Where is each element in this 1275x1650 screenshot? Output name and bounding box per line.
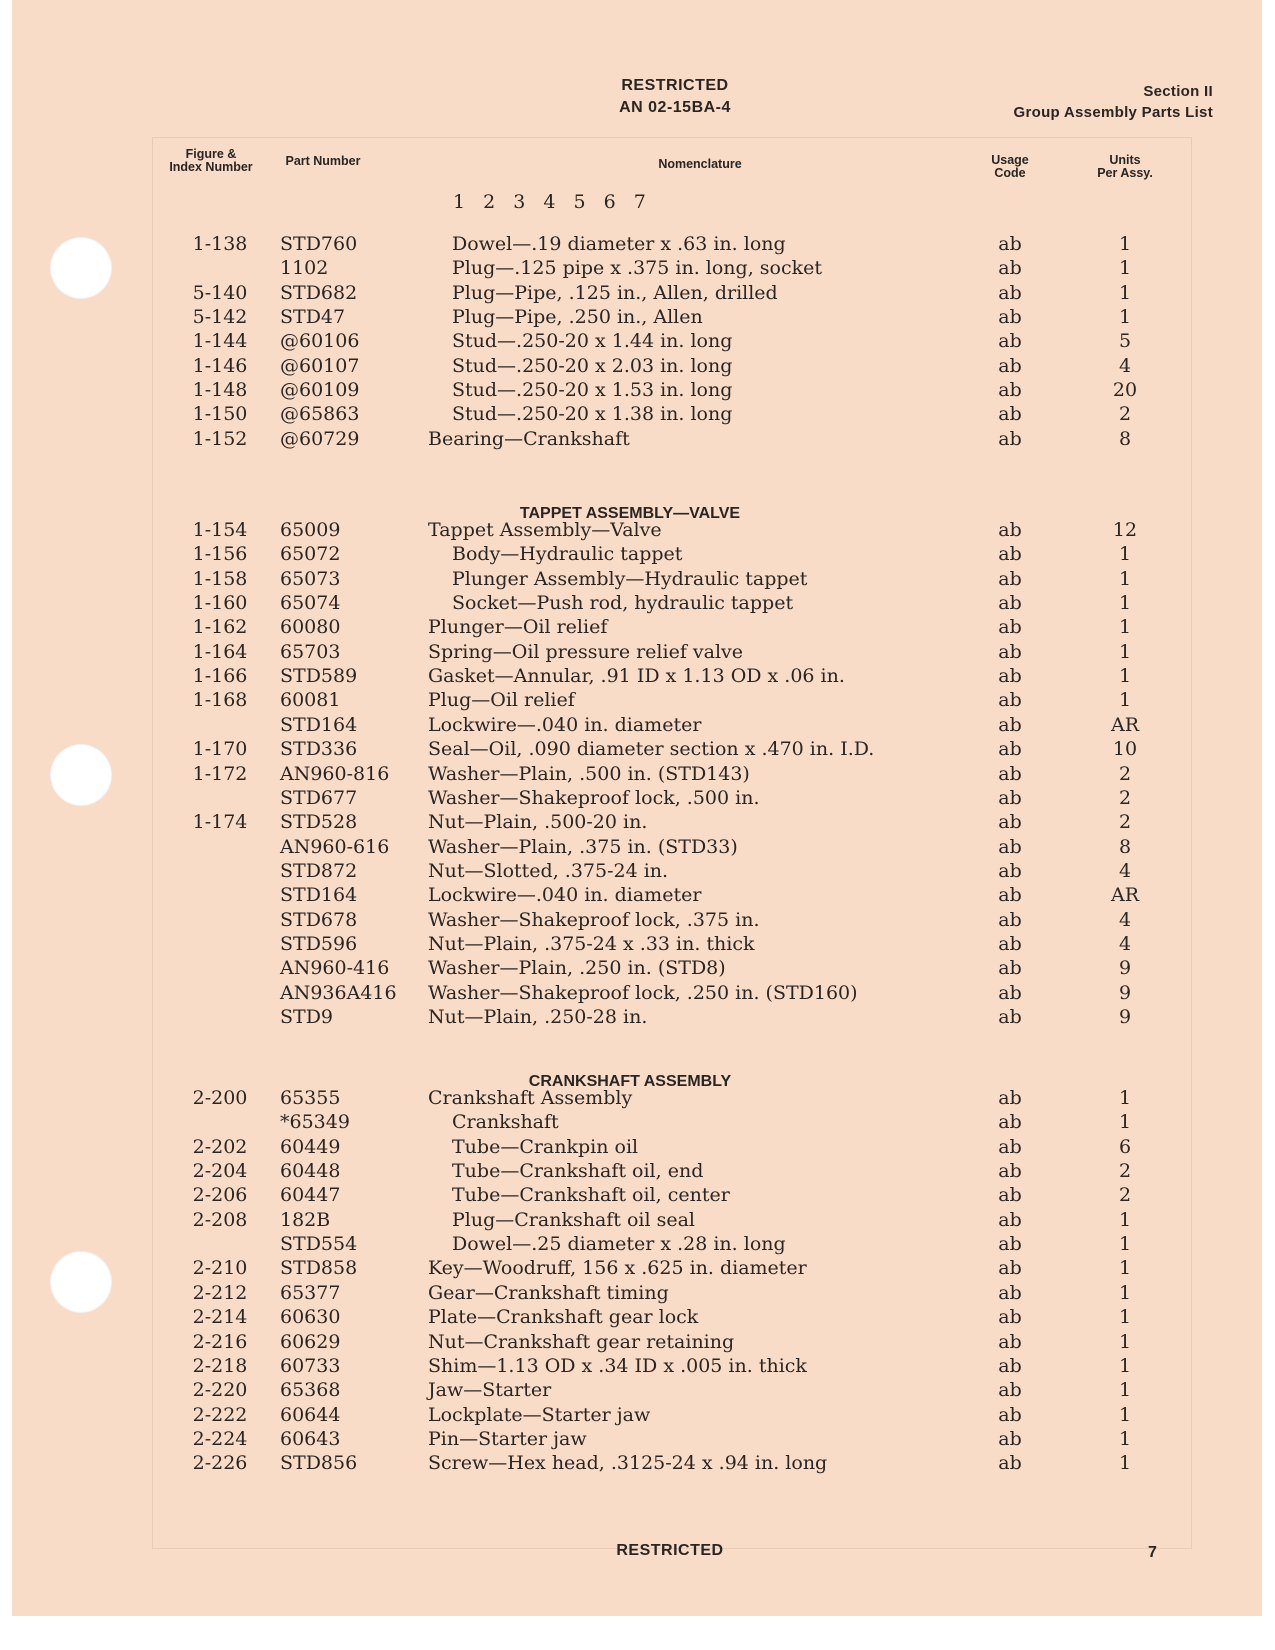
usage-code-cell: ab [998, 1257, 1022, 1280]
usage-code-cell: ab [998, 1111, 1022, 1134]
units-per-assy-cell: 1 [1118, 640, 1132, 663]
figure-index-cell: 5-142 [192, 306, 248, 329]
units-per-assy-cell: AR [1110, 884, 1140, 907]
nomenclature-cell: Plate—Crankshaft gear lock [428, 1306, 699, 1329]
part-number-cell: @60106 [280, 330, 360, 353]
part-number-cell: 60643 [280, 1427, 341, 1450]
units-per-assy-cell: 8 [1118, 835, 1132, 858]
table-row [0, 567, 1275, 592]
units-per-assy-cell: 8 [1118, 427, 1132, 450]
usage-code-cell: ab [998, 281, 1022, 304]
table-row [0, 591, 1275, 616]
units-per-assy-cell: 1 [1118, 306, 1132, 329]
nomenclature-cell: Tube—Crankpin oil [452, 1135, 639, 1158]
table-row [0, 859, 1275, 884]
units-per-assy-cell: 1 [1118, 543, 1132, 566]
figure-index-cell: 2-202 [192, 1135, 248, 1158]
table-row [0, 329, 1275, 354]
usage-code-cell: ab [998, 689, 1022, 712]
figure-index-cell: 2-216 [192, 1330, 248, 1353]
part-number-cell: 182B [280, 1208, 331, 1231]
table-row [0, 883, 1275, 908]
nomenclature-cell: Plug—Crankshaft oil seal [452, 1208, 696, 1231]
usage-code-cell: ab [998, 1427, 1022, 1450]
part-number-cell: *65349 [280, 1111, 350, 1134]
figure-index-cell: 2-224 [192, 1427, 248, 1450]
usage-code-cell: ab [998, 713, 1022, 736]
table-row [0, 1451, 1275, 1476]
table-row [0, 1135, 1275, 1160]
units-per-assy-cell: 4 [1118, 908, 1132, 931]
table-row [0, 1005, 1275, 1030]
figure-index-cell: 1-158 [192, 567, 248, 590]
figure-index-cell: 1-166 [192, 665, 248, 688]
part-number-cell: STD47 [280, 306, 346, 329]
page-number: 7 [1148, 1544, 1157, 1561]
part-number-cell: AN960-616 [280, 835, 390, 858]
nomenclature-cell: Stud—.250-20 x 1.53 in. long [452, 379, 733, 402]
nomenclature-cell: Nut—Plain, .250-28 in. [428, 1006, 648, 1028]
part-number-cell: STD682 [280, 281, 358, 304]
usage-code-cell: ab [998, 257, 1022, 280]
table-row [0, 1208, 1275, 1233]
table-row [0, 762, 1275, 787]
table-row [0, 713, 1275, 738]
units-per-assy-cell: 1 [1118, 1208, 1132, 1231]
usage-code-cell: ab [998, 427, 1022, 450]
nomenclature-cell: Gear—Crankshaft timing [428, 1281, 669, 1304]
usage-code-cell: ab [998, 786, 1022, 809]
units-per-assy-cell: 20 [1112, 379, 1138, 402]
figure-index-cell: 2-214 [192, 1306, 248, 1329]
table-row [0, 664, 1275, 689]
table-row [0, 1305, 1275, 1330]
units-per-assy-cell: 9 [1118, 957, 1132, 980]
header-document-number: AN 02-15BA-4 [619, 99, 731, 116]
figure-index-cell: 1-170 [192, 738, 248, 761]
nomenclature-cell: Plug—Oil relief [428, 689, 575, 712]
header-restricted: RESTRICTED [621, 77, 729, 94]
nomenclature-cell: Crankshaft Assembly [428, 1087, 633, 1109]
nomenclature-cell: Nut—Crankshaft gear retaining [428, 1330, 735, 1353]
table-row [0, 305, 1275, 330]
usage-code-cell: ab [998, 1208, 1022, 1231]
part-number-cell: 65377 [280, 1281, 341, 1304]
nomenclature-cell: Dowel—.19 diameter x .63 in. long [452, 233, 786, 255]
part-number-cell: STD589 [280, 665, 358, 688]
nomenclature-cell: Dowel—.25 diameter x .28 in. long [452, 1233, 786, 1256]
nomenclature-cell: Washer—Plain, .500 in. (STD143) [428, 762, 750, 785]
nomenclature-cell: Bearing—Crankshaft [428, 427, 630, 450]
figure-index-cell: 1-156 [192, 543, 248, 566]
table-row [0, 518, 1275, 543]
part-number-cell: @60107 [280, 354, 360, 377]
table-row [0, 688, 1275, 713]
units-per-assy-cell: 4 [1118, 859, 1132, 882]
part-number-cell: STD528 [280, 811, 358, 834]
column-header-units-per-assy [1075, 154, 1175, 180]
usage-code-cell: ab [998, 519, 1022, 541]
nomenclature-cell: Tappet Assembly—Valve [428, 519, 662, 541]
figure-index-cell: 2-206 [192, 1184, 248, 1207]
usage-code-cell: ab [998, 543, 1022, 566]
table-row [0, 1330, 1275, 1355]
units-per-assy-cell: 1 [1118, 1233, 1132, 1256]
column-header-part-number: Part Number [285, 154, 361, 168]
part-number-cell: @65863 [280, 403, 360, 426]
usage-code-cell: ab [998, 306, 1022, 329]
table-row [0, 932, 1275, 957]
part-number-cell: 60448 [280, 1160, 341, 1183]
usage-code-cell: ab [998, 1184, 1022, 1207]
column-header-usage-line1: Usage [991, 153, 1029, 167]
units-per-assy-cell: 2 [1118, 1184, 1132, 1207]
nomenclature-cell: Crankshaft [452, 1111, 559, 1134]
usage-code-cell: ab [998, 1233, 1022, 1256]
table-row [0, 256, 1275, 281]
nomenclature-cell: Screw—Hex head, .3125-24 x .94 in. long [428, 1452, 828, 1475]
units-per-assy-cell: 1 [1118, 1257, 1132, 1280]
table-row [0, 956, 1275, 981]
usage-code-cell: ab [998, 233, 1022, 255]
table-row [0, 1354, 1275, 1379]
figure-index-cell: 1-146 [192, 354, 248, 377]
units-per-assy-cell: 1 [1118, 233, 1132, 255]
figure-index-cell: 2-226 [192, 1452, 248, 1475]
nomenclature-cell: Plunger Assembly—Hydraulic tappet [452, 567, 808, 590]
table-row [0, 1281, 1275, 1306]
table-row [0, 542, 1275, 567]
units-per-assy-cell: 10 [1112, 738, 1138, 761]
footer-restricted: RESTRICTED [616, 1542, 724, 1559]
table-row [0, 1378, 1275, 1403]
units-per-assy-cell: 2 [1118, 762, 1132, 785]
usage-code-cell: ab [998, 908, 1022, 931]
part-number-cell: 60449 [280, 1135, 341, 1158]
units-per-assy-cell: 1 [1118, 592, 1132, 615]
table-row [0, 1403, 1275, 1428]
figure-index-cell: 2-218 [192, 1354, 248, 1377]
units-per-assy-cell: 1 [1118, 1452, 1132, 1475]
column-header-figure-line1: Figure & [185, 147, 237, 161]
units-per-assy-cell: 1 [1118, 1111, 1132, 1134]
units-per-assy-cell: 2 [1118, 403, 1132, 426]
units-per-assy-cell: 1 [1118, 281, 1132, 304]
table-row [0, 354, 1275, 379]
units-per-assy-cell: 2 [1118, 1160, 1132, 1183]
table-row [0, 378, 1275, 403]
part-number-cell: @60109 [280, 379, 360, 402]
figure-index-cell: 2-200 [192, 1087, 248, 1109]
column-header-nomenclature: Nomenclature [658, 157, 742, 171]
nomenclature-cell: Spring—Oil pressure relief valve [428, 640, 744, 663]
units-per-assy-cell: 1 [1118, 1403, 1132, 1426]
figure-index-cell: 1-168 [192, 689, 248, 712]
nomenclature-cell: Plunger—Oil relief [428, 616, 608, 639]
figure-index-cell: 1-160 [192, 592, 248, 615]
nomenclature-cell: Lockwire—.040 in. diameter [428, 884, 702, 907]
nomenclature-cell: Nut—Plain, .500-20 in. [428, 811, 648, 834]
nomenclature-cell: Lockwire—.040 in. diameter [428, 713, 702, 736]
table-row [0, 1256, 1275, 1281]
units-per-assy-cell: 1 [1118, 665, 1132, 688]
part-number-cell: 1102 [280, 257, 329, 280]
part-number-cell: STD677 [280, 786, 358, 809]
figure-index-cell: 1-138 [192, 233, 248, 255]
units-per-assy-cell: 1 [1118, 1354, 1132, 1377]
usage-code-cell: ab [998, 738, 1022, 761]
table-row [0, 281, 1275, 306]
nomenclature-cell: Nut—Plain, .375-24 x .33 in. thick [428, 932, 755, 955]
units-per-assy-cell: 2 [1118, 786, 1132, 809]
nomenclature-cell: Socket—Push rod, hydraulic tappet [452, 592, 794, 615]
part-number-cell: STD596 [280, 932, 358, 955]
usage-code-cell: ab [998, 762, 1022, 785]
table-row [0, 981, 1275, 1006]
table-row [0, 786, 1275, 811]
nomenclature-cell: Washer—Shakeproof lock, .375 in. [428, 908, 760, 931]
figure-index-cell: 2-222 [192, 1403, 248, 1426]
column-header-usage-code [970, 154, 1050, 180]
figure-index-cell: 2-210 [192, 1257, 248, 1280]
nomenclature-cell: Body—Hydraulic tappet [452, 543, 683, 566]
table-row [0, 1086, 1275, 1111]
units-per-assy-cell: 1 [1118, 616, 1132, 639]
usage-code-cell: ab [998, 835, 1022, 858]
usage-code-cell: ab [998, 957, 1022, 980]
units-per-assy-cell: 1 [1118, 1087, 1132, 1109]
units-per-assy-cell: 1 [1118, 1306, 1132, 1329]
nomenclature-cell: Shim—1.13 OD x .34 ID x .005 in. thick [428, 1354, 807, 1377]
usage-code-cell: ab [998, 1135, 1022, 1158]
usage-code-cell: ab [998, 1330, 1022, 1353]
units-per-assy-cell: 6 [1118, 1135, 1132, 1158]
part-number-cell: 65074 [280, 592, 341, 615]
figure-index-cell: 1-148 [192, 379, 248, 402]
table-row [0, 615, 1275, 640]
nomenclature-cell: Washer—Plain, .375 in. (STD33) [428, 835, 738, 858]
units-per-assy-cell: 12 [1112, 519, 1138, 541]
nomenclature-cell: Tube—Crankshaft oil, end [452, 1160, 704, 1183]
table-row [0, 737, 1275, 762]
part-number-cell: 65072 [280, 543, 341, 566]
usage-code-cell: ab [998, 859, 1022, 882]
part-number-cell: 60733 [280, 1354, 341, 1377]
column-header-usage-line2: Code [994, 166, 1026, 180]
nomenclature-cell: Plug—Pipe, .125 in., Allen, drilled [452, 281, 778, 304]
units-per-assy-cell: 2 [1118, 811, 1132, 834]
usage-code-cell: ab [998, 616, 1022, 639]
units-per-assy-cell: AR [1110, 713, 1140, 736]
nomenclature-cell: Stud—.250-20 x 2.03 in. long [452, 354, 733, 377]
figure-index-cell: 1-172 [192, 762, 248, 785]
units-per-assy-cell: 5 [1118, 330, 1132, 353]
usage-code-cell: ab [998, 1306, 1022, 1329]
part-number-cell: STD554 [280, 1233, 358, 1256]
figure-index-cell: 2-212 [192, 1281, 248, 1304]
usage-code-cell: ab [998, 1403, 1022, 1426]
usage-code-cell: ab [998, 567, 1022, 590]
figure-index-cell: 2-220 [192, 1379, 248, 1402]
nomenclature-cell: Seal—Oil, .090 diameter section x .470 in. I.D. [428, 738, 875, 761]
figure-index-cell: 5-140 [192, 281, 248, 304]
usage-code-cell: ab [998, 1379, 1022, 1402]
part-number-cell: STD336 [280, 738, 358, 761]
figure-index-cell: 1-152 [192, 427, 248, 450]
nomenclature-cell: Washer—Shakeproof lock, .500 in. [428, 786, 760, 809]
table-row [0, 1110, 1275, 1135]
units-per-assy-cell: 1 [1118, 257, 1132, 280]
units-per-assy-cell: 1 [1118, 567, 1132, 590]
part-number-cell: 60080 [280, 616, 341, 639]
nomenclature-cell: Lockplate—Starter jaw [428, 1403, 651, 1426]
usage-code-cell: ab [998, 403, 1022, 426]
usage-code-cell: ab [998, 330, 1022, 353]
part-number-cell: AN936A416 [280, 981, 397, 1004]
column-header-figure-line2: Index Number [169, 160, 253, 174]
figure-index-cell: 1-150 [192, 403, 248, 426]
section-title-tappet-assembly: TAPPET ASSEMBLY—VALVE [519, 505, 741, 522]
figure-index-cell: 1-164 [192, 640, 248, 663]
part-number-cell: AN960-816 [280, 762, 390, 785]
units-per-assy-cell: 1 [1118, 689, 1132, 712]
usage-code-cell: ab [998, 1006, 1022, 1028]
units-per-assy-cell: 1 [1118, 1379, 1132, 1402]
part-number-cell: STD164 [280, 713, 358, 736]
nomenclature-cell: Plug—Pipe, .250 in., Allen [452, 306, 703, 329]
nomenclature-cell: Stud—.250-20 x 1.38 in. long [452, 403, 733, 426]
table-row [0, 1183, 1275, 1208]
table-row [0, 1159, 1275, 1184]
figure-index-cell: 2-208 [192, 1208, 248, 1231]
part-number-cell: @60729 [280, 427, 360, 450]
usage-code-cell: ab [998, 1087, 1022, 1109]
table-row [0, 1232, 1275, 1257]
nomenclature-cell: Washer—Plain, .250 in. (STD8) [428, 957, 726, 980]
usage-code-cell: ab [998, 1160, 1022, 1183]
usage-code-cell: ab [998, 379, 1022, 402]
part-number-cell: 60644 [280, 1403, 341, 1426]
usage-code-cell: ab [998, 981, 1022, 1004]
figure-index-cell: 1-174 [192, 811, 248, 834]
units-per-assy-cell: 1 [1118, 1427, 1132, 1450]
part-number-cell: 65073 [280, 567, 341, 590]
nomenclature-cell: Jaw—Starter [428, 1379, 552, 1402]
nomenclature-cell: Pin—Starter jaw [428, 1427, 587, 1450]
table-row [0, 232, 1275, 257]
column-header-units-line1: Units [1109, 153, 1141, 167]
indentation-level-numbers: 1 2 3 4 5 6 7 [453, 191, 652, 213]
part-number-cell: 65355 [280, 1087, 341, 1109]
table-row [0, 835, 1275, 860]
part-number-cell: STD9 [280, 1006, 334, 1028]
usage-code-cell: ab [998, 811, 1022, 834]
part-number-cell: 65703 [280, 640, 341, 663]
section-title-crankshaft-assembly: CRANKSHAFT ASSEMBLY [528, 1073, 732, 1090]
nomenclature-cell: Stud—.250-20 x 1.44 in. long [452, 330, 733, 353]
usage-code-cell: ab [998, 884, 1022, 907]
table-row [0, 810, 1275, 835]
nomenclature-cell: Nut—Slotted, .375-24 in. [428, 859, 669, 882]
table-row [0, 640, 1275, 665]
header-section-title: Group Assembly Parts List [1013, 104, 1213, 121]
column-header-units-line2: Per Assy. [1097, 166, 1153, 180]
nomenclature-cell: Washer—Shakeproof lock, .250 in. (STD160) [428, 981, 858, 1004]
table-row [0, 1427, 1275, 1452]
figure-index-cell: 1-162 [192, 616, 248, 639]
usage-code-cell: ab [998, 1354, 1022, 1377]
units-per-assy-cell: 1 [1118, 1330, 1132, 1353]
part-number-cell: 65009 [280, 519, 341, 541]
figure-index-cell: 2-204 [192, 1160, 248, 1183]
header-section: Section II [1143, 83, 1213, 100]
part-number-cell: STD760 [280, 233, 358, 255]
usage-code-cell: ab [998, 1281, 1022, 1304]
table-row [0, 908, 1275, 933]
units-per-assy-cell: 4 [1118, 354, 1132, 377]
usage-code-cell: ab [998, 665, 1022, 688]
usage-code-cell: ab [998, 932, 1022, 955]
part-number-cell: STD678 [280, 908, 358, 931]
nomenclature-cell: Key—Woodruff, 156 x .625 in. diameter [428, 1257, 807, 1280]
usage-code-cell: ab [998, 592, 1022, 615]
units-per-assy-cell: 1 [1118, 1281, 1132, 1304]
part-number-cell: STD858 [280, 1257, 358, 1280]
units-per-assy-cell: 4 [1118, 932, 1132, 955]
part-number-cell: STD872 [280, 859, 358, 882]
part-number-cell: 60630 [280, 1306, 341, 1329]
usage-code-cell: ab [998, 640, 1022, 663]
column-header-figure [160, 148, 262, 174]
table-row [0, 427, 1275, 452]
part-number-cell: STD856 [280, 1452, 358, 1475]
part-number-cell: AN960-416 [280, 957, 390, 980]
nomenclature-cell: Tube—Crankshaft oil, center [452, 1184, 730, 1207]
units-per-assy-cell: 9 [1118, 1006, 1132, 1028]
nomenclature-cell: Gasket—Annular, .91 ID x 1.13 OD x .06 in. [428, 665, 845, 688]
units-per-assy-cell: 9 [1118, 981, 1132, 1004]
figure-index-cell: 1-154 [192, 519, 248, 541]
part-number-cell: 60447 [280, 1184, 341, 1207]
figure-index-cell: 1-144 [192, 330, 248, 353]
part-number-cell: 60629 [280, 1330, 341, 1353]
nomenclature-cell: Plug—.125 pipe x .375 in. long, socket [452, 257, 822, 280]
part-number-cell: 60081 [280, 689, 341, 712]
usage-code-cell: ab [998, 1452, 1022, 1475]
part-number-cell: STD164 [280, 884, 358, 907]
part-number-cell: 65368 [280, 1379, 341, 1402]
usage-code-cell: ab [998, 354, 1022, 377]
table-row [0, 402, 1275, 427]
